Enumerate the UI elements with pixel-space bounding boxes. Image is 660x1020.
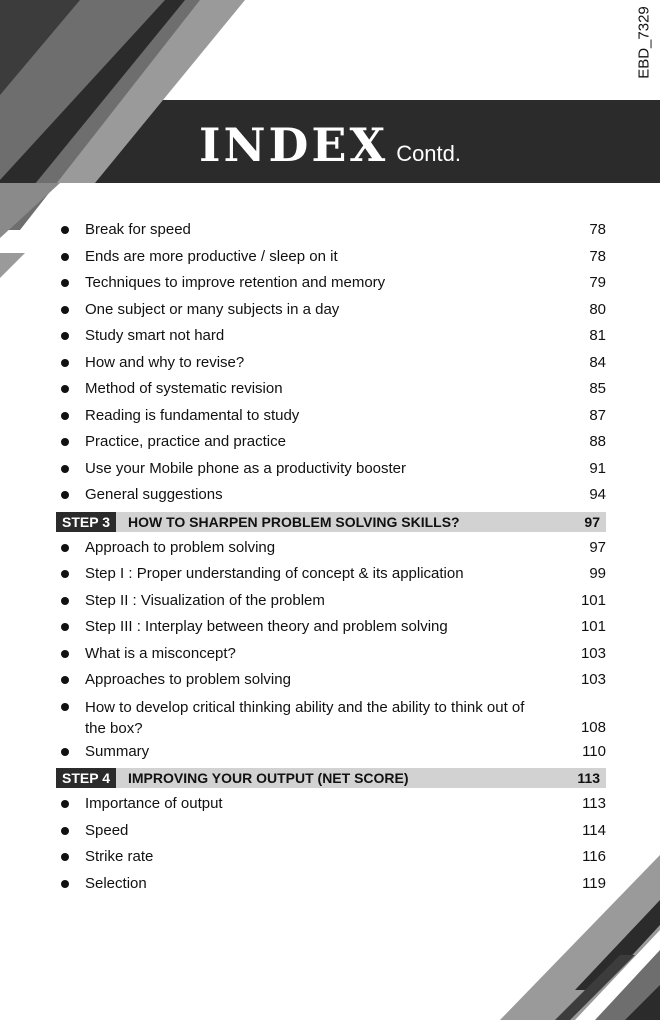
bullet-icon — [61, 853, 69, 861]
toc-entry[interactable] — [56, 588, 606, 615]
toc-entry-page: 116 — [582, 848, 606, 865]
toc-entry-page: 81 — [589, 327, 606, 344]
toc-entry-label: Use your Mobile phone as a productivity booster — [85, 459, 407, 477]
toc-entry-label: General suggestions — [85, 486, 223, 503]
toc-entry[interactable] — [56, 535, 606, 562]
bullet-icon — [61, 226, 69, 234]
bullet-icon — [61, 800, 69, 808]
step-header[interactable] — [56, 768, 606, 788]
toc-entry-page: 114 — [582, 821, 606, 839]
book-code-text: EBD_7329 — [635, 6, 653, 79]
bullet-icon — [61, 748, 69, 756]
toc-entry-label: Break for speed — [85, 221, 191, 238]
toc-entry[interactable] — [56, 561, 606, 588]
toc-entry-label: Summary — [85, 742, 150, 760]
toc-entry-label: Techniques to improve retention and memory — [85, 274, 386, 291]
step-page-number: 97 — [584, 513, 600, 530]
bullet-icon — [61, 676, 69, 684]
bullet-icon — [61, 623, 69, 631]
toc-entry[interactable] — [56, 323, 606, 350]
toc-entry-page: 99 — [589, 565, 606, 582]
toc-entry-label: Approaches to problem solving — [85, 671, 291, 688]
bullet-icon — [61, 253, 69, 261]
toc-entry-page: 84 — [589, 353, 606, 371]
bullet-icon — [61, 438, 69, 446]
toc-entry[interactable] — [56, 297, 606, 324]
toc-entry[interactable] — [56, 871, 606, 898]
toc-entry-page: 110 — [582, 742, 606, 760]
bullet-icon — [61, 491, 69, 499]
table-of-contents — [56, 217, 606, 897]
page-title — [0, 118, 660, 178]
toc-entry-label: How to develop critical thinking ability and the ability to think out of the box? — [85, 698, 525, 737]
toc-entry[interactable] — [56, 244, 606, 271]
toc-entry-page: 87 — [589, 406, 606, 424]
bullet-icon — [61, 650, 69, 658]
toc-entry-page: 101 — [580, 591, 606, 609]
toc-entry-label: Reading is fundamental to study — [85, 406, 300, 424]
toc-entry-label: Step II : Visualization of the problem — [85, 591, 325, 609]
bullet-icon — [61, 306, 69, 314]
step-tag: STEP 4 — [56, 768, 116, 788]
bullet-icon — [61, 412, 69, 420]
toc-entry-page: 101 — [580, 618, 606, 635]
toc-entry-label: Importance of output — [85, 795, 223, 812]
toc-entry-page: 79 — [589, 274, 606, 291]
toc-entry-page: 94 — [589, 486, 606, 503]
toc-entry[interactable] — [56, 694, 606, 739]
toc-entry-label: Step I : Proper understanding of concept & its application — [85, 565, 464, 582]
toc-entry[interactable] — [56, 482, 606, 509]
toc-entry[interactable] — [56, 456, 606, 483]
toc-entry-label: Speed — [85, 821, 129, 839]
toc-entry-label: What is a misconcept? — [85, 644, 236, 662]
toc-entry[interactable] — [56, 350, 606, 377]
toc-entry-label: Practice, practice and practice — [85, 433, 286, 450]
bullet-icon — [61, 880, 69, 888]
title-main: INDEX — [198, 118, 389, 172]
toc-entry-page: 78 — [589, 247, 606, 265]
toc-entry[interactable] — [56, 844, 606, 871]
toc-entry-page: 88 — [589, 433, 606, 450]
toc-entry-label: Ends are more productive / sleep on it — [85, 247, 338, 265]
toc-entry[interactable] — [56, 429, 606, 456]
toc-entry-label: Selection — [85, 874, 147, 892]
toc-entry[interactable] — [56, 217, 606, 244]
toc-entry-page: 103 — [580, 671, 606, 688]
bullet-icon — [61, 385, 69, 393]
title-sub: Contd. — [396, 141, 462, 166]
toc-entry-page: 113 — [582, 795, 606, 812]
toc-entry[interactable] — [56, 641, 606, 668]
bullet-icon — [61, 703, 69, 711]
toc-entry-label: One subject or many subjects in a day — [85, 300, 340, 318]
toc-entry-label: Method of systematic revision — [85, 380, 283, 397]
toc-entry-page: 97 — [589, 538, 606, 556]
toc-entry-page: 91 — [589, 459, 606, 477]
toc-entry-page: 108 — [580, 718, 606, 736]
toc-entry[interactable] — [56, 376, 606, 403]
stripe-side — [0, 253, 25, 278]
toc-entry[interactable] — [56, 818, 606, 845]
bullet-icon — [61, 465, 69, 473]
bullet-icon — [61, 597, 69, 605]
stripe-top-light-b — [0, 183, 60, 238]
toc-entry-label: Strike rate — [85, 848, 154, 865]
toc-entry-label: How and why to revise? — [85, 353, 245, 371]
toc-entry[interactable] — [56, 614, 606, 641]
bullet-icon — [61, 827, 69, 835]
step-page-number: 113 — [577, 770, 600, 786]
step-tag: STEP 3 — [56, 512, 116, 532]
toc-entry[interactable] — [56, 791, 606, 818]
toc-entry[interactable] — [56, 667, 606, 694]
toc-entry-page: 103 — [580, 644, 606, 662]
toc-entry-label: Step III : Interplay between theory and problem solving — [85, 618, 448, 635]
bullet-icon — [61, 544, 69, 552]
toc-entry-label: Approach to problem solving — [85, 538, 276, 556]
step-title: HOW TO SHARPEN PROBLEM SOLVING SKILLS? — [128, 513, 460, 530]
bullet-icon — [61, 570, 69, 578]
book-code — [628, 0, 660, 96]
bullet-icon — [61, 279, 69, 287]
toc-entry-page: 78 — [589, 221, 606, 238]
bullet-icon — [61, 332, 69, 340]
toc-entry-label: Study smart not hard — [85, 327, 225, 344]
toc-entry[interactable] — [56, 739, 606, 766]
toc-entry[interactable] — [56, 403, 606, 430]
toc-entry-page: 85 — [589, 380, 606, 397]
toc-entry-page: 80 — [589, 300, 606, 318]
toc-entry-page: 119 — [582, 874, 606, 892]
step-title: IMPROVING YOUR OUTPUT (NET SCORE) — [128, 770, 409, 786]
toc-entry[interactable] — [56, 270, 606, 297]
bullet-icon — [61, 359, 69, 367]
step-header[interactable] — [56, 512, 606, 532]
